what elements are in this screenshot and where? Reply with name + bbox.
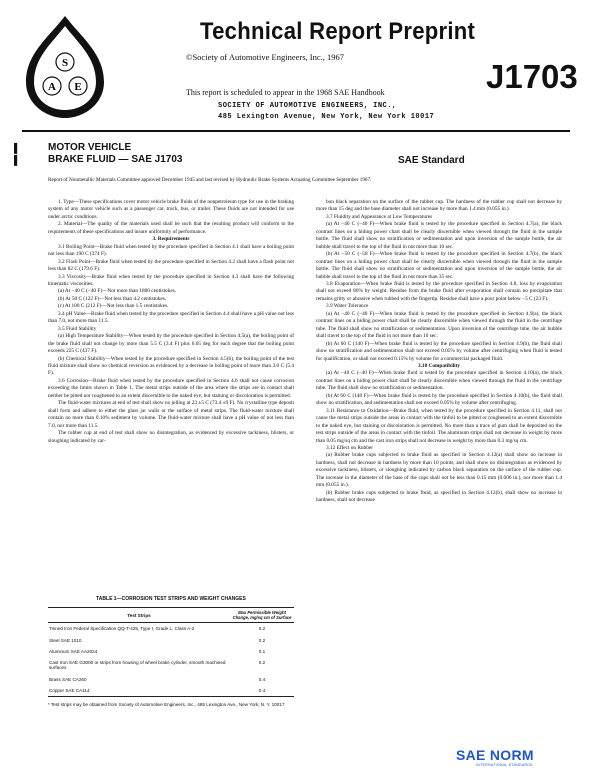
schedule-note: This report is scheduled to appear in the 1968 SAE Handbook — [186, 88, 385, 97]
margin-mark: ▌ — [14, 155, 21, 165]
standard-label: SAE Standard — [398, 155, 465, 166]
paragraph: (a) At −40 C (−40 F)—Not more than 1800 centistokes. — [58, 288, 177, 295]
table-footnote: * Test strips may be obtained from Society of Automotive Engineers, Inc., 485 Lexington Ave., New York, N. Y. 10017. — [48, 702, 286, 708]
paragraph: (b) Rubber brake cups subjected to brake fluid, as specified in Section 4.12(b), shall show no increase in hardness, shall not decrease — [316, 489, 562, 504]
paragraph: 3.1 Boiling Point—Brake fluid when tested by the procedure specified in Section 4.1 shall have a boiling point not less than 190 C (374 F). — [48, 243, 294, 258]
weight-change-cell: 0.4 — [230, 685, 294, 697]
weight-change-cell: 0.4 — [258, 676, 266, 682]
paragraph: (c) At 100 C (212 F)—Not less than 1.5 centistokes. — [58, 303, 169, 310]
header-divider — [22, 130, 570, 132]
table-row — [48, 685, 294, 697]
strip-name-cell: Tinned Iron Federal Specification QQ-T-425, Type I, Grade L, Class A-2 — [49, 626, 195, 632]
paragraph: 3.12 Effect on Rubber — [326, 444, 373, 451]
logo-letter: A — [48, 81, 56, 93]
logo-letter: E — [74, 81, 82, 93]
weight-change-cell: 0.2 — [258, 660, 266, 666]
paragraph: 3. Requirements — [152, 236, 190, 243]
logo-letter: S — [61, 57, 69, 69]
weight-change-cell: 0.2 — [258, 637, 266, 643]
sae-logo-icon — [22, 12, 108, 122]
table-header: Test Strips — [48, 608, 230, 623]
paragraph: 3.10 Compatibility — [417, 362, 461, 369]
table-row — [48, 646, 294, 657]
organization-address: 485 Lexington Avenue, New York, New York 10017 — [218, 113, 435, 121]
organization-name: SOCIETY OF AUTOMOTIVE ENGINEERS, INC., — [218, 102, 397, 110]
sae-norm-watermark — [456, 747, 534, 767]
corrosion-table — [48, 607, 294, 697]
paragraph: (b) At 60 C (140 F)—When brake fluid is tested by the procedure specified in Section 4.9(b), the fluid shall show no stratification and sedimentation shall not exceed 0.05% by volume after centrifuging when fluid is tested for qualification, or shall not exceed 0.15% by volume for a commercial packaged fluid. — [316, 340, 562, 362]
paragraph: (a) At −40 C (−40 F)—When brake fluid is tested by the procedure specified in Section 4.9(a), the black contrast lines on a hiding power chart shall be clearly discernible when viewed through the fluid in the centrifuge tube. The fluid shall show no stratification or sedimentation. Upon inversion of the centrifuge tube, the air bubble shall travel to the top of the fluid in not more than 10 sec. — [316, 310, 562, 340]
paragraph: 3.9 Water Tolerance — [326, 303, 369, 310]
document-title — [48, 142, 182, 166]
weight-change-cell: 0.2 — [258, 626, 266, 632]
strip-name-cell: Cast Iron SAE G3000 or strips from housing of wheel brake cylinder, smooth machined surfaces — [49, 660, 226, 671]
copyright-line: ©Society of Automotive Engineers, Inc., 1967 — [186, 52, 345, 62]
strip-name-cell: Copper SAE CA114 — [48, 685, 230, 697]
paragraph: The rubber cup at end of test shall show no disintegration, as evidenced by excessive tackiness, blisters, or sloughing indicated by car- — [48, 430, 294, 444]
report-title: Technical Report Preprint — [200, 18, 476, 45]
table-row — [48, 634, 294, 645]
paragraph: 3.7 Fluidity and Appearance at Low Temperatures — [326, 213, 433, 220]
paragraph: (a) At −40 C (−40 F)—When brake fluid is tested by the procedure specified in Section 4.10(a), the black contrast lines on a hiding power chart shall be clearly discernible when viewed through the fluid in the centrifuge tube. The fluid shall show no stratification or sedimentation. — [316, 370, 562, 392]
paragraph: 3.5 Fluid Stability — [58, 325, 97, 332]
document-code: J1703 — [486, 58, 578, 95]
paragraph: (b) Chemical Stability—When tested by the procedure specified in Section 4.5(b), the boiling point of the test fluid mixture shall show no chemical reversion as evidenced by a decrease in boiling point of more than 3.0 C (5.4 F). — [48, 355, 294, 377]
paragraph: 3.2 Flash Point—Brake fluid when tested by the procedure specified in Section 4.2 shall have a flash point not less than 82 C (179.6 F). — [48, 258, 294, 273]
margin-mark: ▌ — [14, 143, 21, 153]
table-row — [48, 674, 294, 685]
table-row — [48, 623, 294, 635]
watermark-tag: INTERNATIONAL STANDARDS — [476, 763, 533, 767]
strip-name-cell: Steel SAE 1010 — [49, 637, 82, 643]
paragraph: 3.8 Evaporation—When brake fluid is tested by the procedure specified in Section 4.8, loss by evaporation shall not exceed 80% by weight. Residue from the brake fluid after evaporation shall contain no precipitate that remains gritty or abrasive when rubbed with the fingertip. Residue shall have a pour point below −5 C (23 F). — [316, 280, 562, 302]
paragraph: The fluid-water mixtures at end of test shall show no jelling at 23 ±5 C (73.4 ±9 F). No crystalline type deposit shall form and adhere to either the glass jar walls or the surface of metal strips. The fluid-water mixture shall contain no more than 0.10% sediment by volume. The fluid-water mixture shall have a pH value of not less than 7.0, nor more than 11.5. — [48, 400, 294, 429]
paragraph: (a) At −40 C (−40 F)—When brake fluid is tested by the procedure specified in Section 4.7(a), the black contrast lines on a hiding power chart shall be clearly discernible when viewed through the fluid in the sample bottle. The fluid shall show no stratification or sedimentation and upon inversion of the sample bottle, the air bubble shall travel to the top of the fluid in not more than 10 sec. — [316, 221, 562, 250]
paragraph: 3.6 Corrosion—Brake fluid when tested by the procedure specified in Section 4.6 shall not cause corrosion exceeding the limits shown in Table 1. The metal strips outside of the area where the strips are in contact shall neither be pitted nor roughened to an extent discernible to the naked eye, but staining or discoloration is permitted. — [48, 377, 294, 399]
weight-change-cell: 0.1 — [258, 648, 266, 654]
paragraph: (b) At 60 C (140 F)—When brake fluid is tested by the procedure specified in Section 4.10(b), the fluid shall show no stratification, and sedimentation shall not exceed 0.05% by volume after centrifuging. — [316, 392, 562, 407]
watermark-text: SAE NORM — [456, 747, 534, 763]
paragraph: bon black separation on the surface of the rubber cup. The hardness of the rubber cup shall not decrease by more than 15 deg and the base diameter shall not increase by more than 1.4 mm (0.055 in.). — [316, 199, 562, 213]
table-header: Max Permissible Weight Change, mg/sq cm of Surface — [230, 608, 294, 623]
title-line: BRAKE FLUID — SAE J1703 — [48, 154, 183, 165]
report-note: Report of Nonmetallic Materials Committee approved December 1945 and last revised by Hydraulic Brake Systems Actuating Committee September 1967. — [48, 177, 372, 183]
paragraph: (b) At −50 C (−58 F)—When brake fluid is tested by the procedure specified in Section 4.7(b), the black contrast lines on a hiding power chart shall be clearly discernible when viewed through the fluid in the sample bottle. The fluid shall show no stratification or sedimentation and upon inversion of the sample bottle, the air bubble shall travel to the top of the fluid in not more than 35 sec. — [316, 251, 562, 280]
table-header-row — [48, 608, 294, 623]
table-row — [48, 657, 294, 673]
paragraph: (b) At 50 C (122 F)—Not less than 4.2 centistokes. — [58, 295, 167, 302]
title-line: MOTOR VEHICLE — [48, 142, 132, 153]
strip-name-cell: Aluminum SAE AA2024 — [49, 648, 98, 654]
corrosion-table-block — [48, 596, 294, 708]
table-title: TABLE 1—CORROSION TEST STRIPS AND WEIGHT CHANGES — [96, 596, 246, 602]
paragraph: 3.3 Viscosity—Brake fluid when tested by the procedure specified in Section 4.3 shall have the following kinematic viscosities: — [48, 273, 294, 287]
left-column — [48, 199, 294, 445]
paragraph: 3.11 Resistance to Oxidation—Brake fluid, when tested by the procedure specified in Section 4.11, shall not cause the metal strips outside the areas in contact with the tinfoil to be pitted or roughened to an extent discernible to the naked eye, but staining or discoloration is permitted. No more than a trace of gum shall be deposited on the test strips outside of the areas in contact with the tinfoil. The aluminum strips shall not decrease in weight by more than 0.05 mg/sq cm and the cast iron strips shall not decrease in weight by more than 0.3 mg/sq cm. — [316, 407, 562, 444]
paragraph: (a) High Temperature Stability—When tested by the procedure specified in Section 4.5(a), the boiling point of the brake fluid shall not change by more than 5.5 C (3.4 F) plus 0.05 deg for each degree that the boiling point exceeds 225 C (437 F). — [48, 333, 294, 355]
paragraph: 2. Material—The quality of the materials used shall be such that the resulting product will conform to the requirements of these specifications and insure uniformity of performance. — [48, 221, 294, 235]
paragraph: (a) Rubber brake cups subjected to brake fluid as specified in Section 4.12(a) shall show no increase in hardness, shall not decrease in hardness by more than 10 points, and shall show no disintegration as evidenced by excessive tackiness, blisters, or sloughing indicated by carbon black separation on the surface of the rubber cup. The increase in the diameter of the base of the cups shall not be less than 0.15 mm (0.006 in.), nor more than 1.4 mm (0.055 in.). — [316, 452, 562, 489]
right-column — [316, 199, 562, 505]
strip-name-cell: Brass SAE CA260 — [49, 676, 87, 682]
paragraph: 3.4 pH Value—Brake fluid when tested by the procedure specified in Section 4.4 shall have a pH value not less than 7.0, not more than 11.5. — [48, 310, 294, 325]
paragraph: 1. Type—These specifications cover motor vehicle brake fluids of the nonpetroleum type for use in the braking system of any motor vehicle such as a passenger car, truck, bus, or trailer. These fluids are not intended for use under arctic conditions. — [48, 199, 294, 220]
